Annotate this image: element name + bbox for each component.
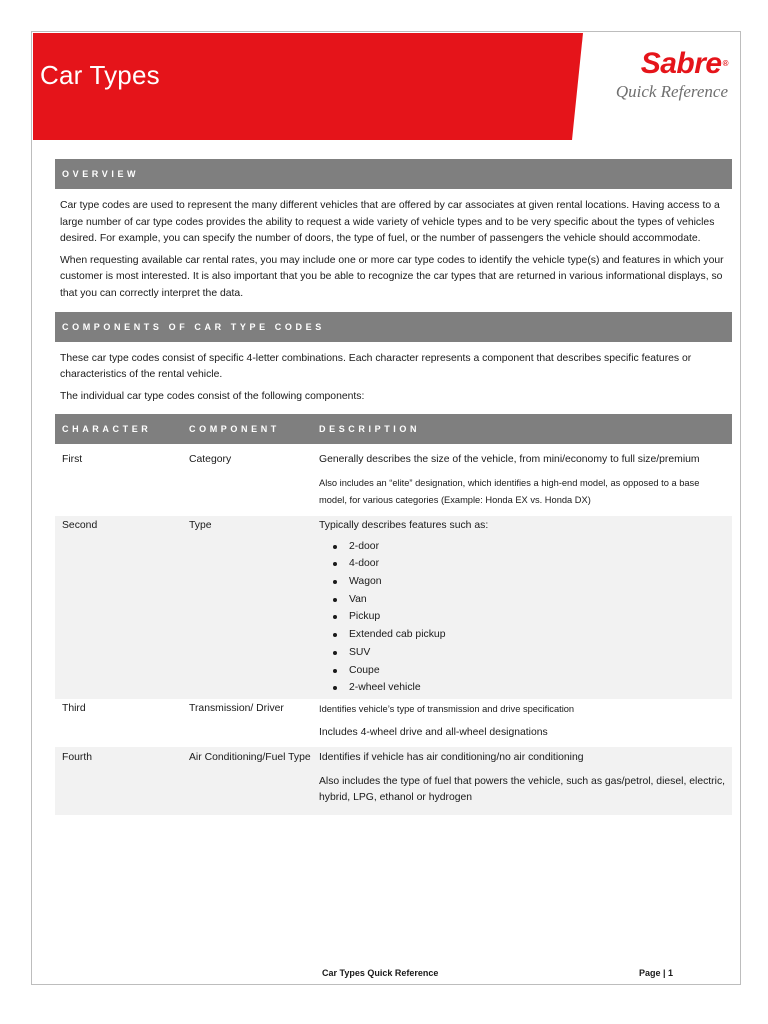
page-number: Page | 1 bbox=[639, 968, 674, 978]
cell-character: Fourth bbox=[62, 752, 93, 764]
list-item: Pickup bbox=[332, 608, 726, 626]
list-item: Extended cab pickup bbox=[332, 626, 726, 644]
cell-component: Transmission/ Driver bbox=[189, 702, 284, 714]
components-paragraph-1: These car type codes consist of specific 4-letter combinations. Each character represents a component that describes specific features or characteristics of the rental vehicle. bbox=[60, 352, 692, 381]
list-item: SUV bbox=[332, 644, 726, 662]
cell-character: Second bbox=[62, 520, 98, 532]
list-item: Wagon bbox=[332, 573, 726, 591]
description-line: Generally describes the size of the vehicle, from mini/economy to full size/premium bbox=[319, 454, 700, 466]
cell-description bbox=[312, 452, 732, 508]
main-content bbox=[55, 159, 732, 815]
description-line: Identifies vehicle’s type of transmission and drive specification bbox=[319, 703, 575, 714]
table-row bbox=[55, 747, 732, 815]
header-character: CHARACTER bbox=[62, 424, 152, 435]
table-header-row bbox=[55, 414, 732, 444]
header-description: DESCRIPTION bbox=[319, 424, 421, 435]
cell-description bbox=[312, 518, 732, 697]
list-item: 2-wheel vehicle bbox=[332, 679, 726, 697]
list-item: 2-door bbox=[332, 538, 726, 556]
description-line: Typically describes features such as: bbox=[319, 520, 489, 532]
list-item: Van bbox=[332, 591, 726, 609]
description-line: Includes 4-wheel drive and all-wheel designations bbox=[319, 726, 548, 738]
components-table bbox=[55, 414, 732, 815]
cell-description bbox=[312, 701, 732, 741]
cell-component: Air Conditioning/Fuel Type bbox=[189, 752, 311, 764]
cell-character: First bbox=[62, 454, 83, 466]
sabre-logo bbox=[616, 48, 728, 102]
list-item: 4-door bbox=[332, 555, 726, 573]
header-component: COMPONENT bbox=[189, 424, 280, 435]
logo-registered-mark: ® bbox=[722, 59, 728, 68]
overview-paragraph-2: When requesting available car rental rates, you may include one or more car type codes to identify the vehicle type(s) and features in which your customer is most interested. It is also important that you be able to recognize the car types that are returned in various informational displays, so that you can correctly interpret the data. bbox=[60, 254, 724, 299]
page-title: Car Types bbox=[40, 60, 160, 90]
description-line: Identifies if vehicle has air conditioning/no air conditioning bbox=[319, 752, 584, 764]
logo-text: Sabre bbox=[640, 47, 722, 80]
table-row bbox=[55, 699, 732, 747]
overview-paragraph-1: Car type codes are used to represent the many different vehicles that are offered by car associates at given rental locations. Having access to a large number of car type codes provides the ability to request a wide variety of vehicle types and to be very specific about the types of vehicles desired. For example, you can specify the number of doors, the type of fuel, or the number of passengers the vehicle should accommodate. bbox=[60, 200, 720, 245]
components-heading: COMPONENTS OF CAR TYPE CODES bbox=[55, 312, 732, 342]
components-paragraph-2: The individual car type codes consist of the following components: bbox=[60, 390, 365, 402]
logo-wordmark bbox=[616, 48, 728, 80]
overview-heading: OVERVIEW bbox=[55, 159, 732, 189]
table-row bbox=[55, 444, 732, 516]
logo-subtitle: Quick Reference bbox=[615, 82, 728, 101]
cell-component: Category bbox=[189, 454, 232, 466]
cell-character: Third bbox=[62, 702, 86, 714]
cell-description bbox=[312, 750, 732, 807]
cell-component: Type bbox=[189, 520, 212, 532]
description-line: Also includes the type of fuel that powers the vehicle, such as gas/petrol, diesel, electric, hybrid, LPG, ethanol or hydrogen bbox=[319, 775, 726, 804]
vehicle-type-list bbox=[319, 538, 726, 697]
description-line: Also includes an “elite” designation, which identifies a high-end model, as opposed to a base model, for various categories (Example: Honda EX vs. Honda DX) bbox=[319, 477, 700, 505]
list-item: Coupe bbox=[332, 662, 726, 680]
table-row bbox=[55, 516, 732, 699]
footer-title: Car Types Quick Reference bbox=[322, 968, 439, 978]
